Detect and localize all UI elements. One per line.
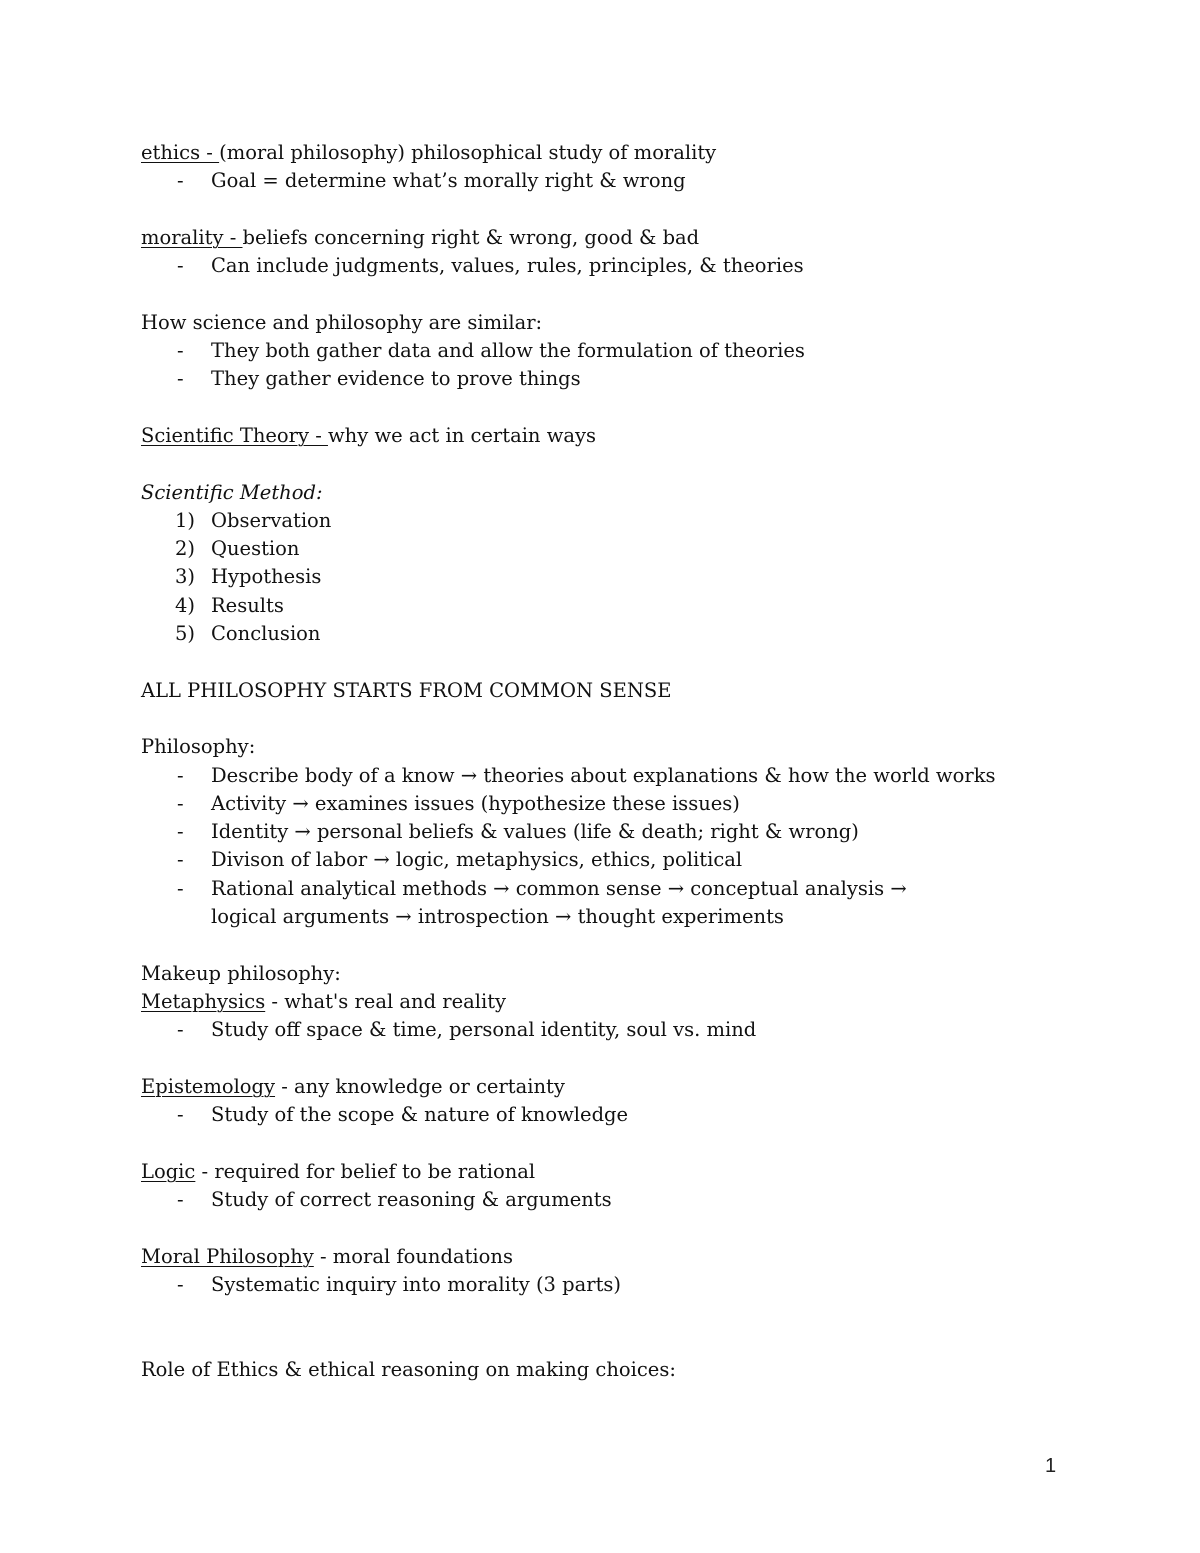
bullet-dash: - — [177, 367, 184, 391]
philosophy-heading: Philosophy: — [141, 735, 256, 759]
item-number: 2) — [175, 537, 196, 561]
epistemology-term: Epistemology — [141, 1074, 276, 1098]
item-text: Hypothesis — [211, 565, 322, 589]
list-item-text: Identity → personal beliefs & values (life & death; right & wrong) — [211, 820, 859, 844]
bullet-dash: - — [177, 791, 184, 815]
list-item — [141, 790, 1041, 818]
bullet-dash: - — [177, 169, 184, 193]
bullet-dash: - — [177, 876, 184, 900]
bullet-dash: - — [177, 1187, 184, 1211]
logic-definition — [141, 1158, 1041, 1186]
list-item-text: Study of correct reasoning & arguments — [211, 1187, 612, 1211]
morality-definition — [141, 224, 1041, 252]
scientific-theory-definition — [141, 422, 1041, 450]
list-item-text: Rational analytical methods → common sense → conceptual analysis → logical arguments → introspection → thought experiments — [211, 876, 907, 929]
bullet-dash: - — [177, 820, 184, 844]
item-number: 3) — [175, 565, 196, 589]
numbered-item — [141, 592, 1041, 620]
document-body — [141, 139, 1041, 1384]
numbered-item — [141, 535, 1041, 563]
list-item — [141, 846, 1041, 874]
bullet-dash: - — [177, 254, 184, 278]
bullet-dash: - — [177, 1272, 184, 1296]
list-item — [141, 875, 1041, 932]
list-item-text: Study of the scope & nature of knowledge — [211, 1103, 629, 1127]
bullet-dash: - — [177, 1018, 184, 1042]
ethics-term: ethics - — [141, 141, 220, 164]
moral-philosophy-term: Moral Philosophy — [141, 1244, 314, 1268]
bullet-dash: - — [177, 763, 184, 787]
list-item-text: Can include judgments, values, rules, principles, & theories — [211, 254, 804, 278]
item-text: Observation — [211, 508, 332, 532]
list-item-text: Divison of labor → logic, metaphysics, ethics, political — [211, 848, 743, 872]
list-item-text: They gather evidence to prove things — [211, 367, 581, 391]
morality-definition-text: beliefs concerning right & wrong, good & bad — [242, 225, 700, 249]
numbered-item — [141, 620, 1041, 648]
numbered-item — [141, 563, 1041, 591]
similar-heading: How science and philosophy are similar: — [141, 310, 543, 334]
epistemology-definition — [141, 1073, 1041, 1101]
list-item-text: Systematic inquiry into morality (3 parts) — [211, 1272, 622, 1296]
list-item — [141, 365, 1041, 393]
scientific-theory-text: why we act in certain ways — [327, 423, 597, 447]
item-number: 4) — [175, 593, 196, 617]
bullet-dash: - — [177, 1103, 184, 1127]
page-number: 1 — [1045, 1455, 1057, 1477]
bullet-dash: - — [177, 339, 184, 363]
epistemology-text: - any knowledge or certainty — [275, 1074, 565, 1098]
list-item — [141, 1186, 1041, 1214]
list-item — [141, 337, 1041, 365]
item-text: Conclusion — [211, 622, 321, 646]
list-item — [141, 167, 1041, 195]
item-text: Question — [211, 537, 300, 561]
bullet-dash: - — [177, 848, 184, 872]
list-item — [141, 1101, 1041, 1129]
list-item-text: They both gather data and allow the formulation of theories — [211, 339, 805, 363]
role-heading: Role of Ethics & ethical reasoning on making choices: — [141, 1357, 676, 1381]
item-number: 1) — [175, 508, 196, 532]
numbered-item — [141, 507, 1041, 535]
scientific-theory-term: Scientific Theory - — [141, 423, 328, 447]
metaphysics-term: Metaphysics — [141, 989, 266, 1013]
morality-term: morality - — [141, 225, 243, 249]
common-sense-heading: ALL PHILOSOPHY STARTS FROM COMMON SENSE — [141, 678, 672, 702]
list-item — [141, 818, 1041, 846]
metaphysics-definition — [141, 988, 1041, 1016]
item-number: 5) — [175, 622, 196, 646]
moral-philosophy-text: - moral foundations — [313, 1244, 513, 1268]
list-item — [141, 762, 1041, 790]
item-text: Results — [211, 593, 284, 617]
makeup-heading: Makeup philosophy: — [141, 961, 341, 985]
metaphysics-text: - what's real and reality — [265, 989, 507, 1013]
scientific-method-heading: Scientific Method: — [141, 480, 323, 504]
ethics-definition — [141, 139, 1041, 167]
logic-text: - required for belief to be rational — [195, 1159, 536, 1183]
list-item-text: Describe body of a know → theories about explanations & how the world works — [211, 763, 996, 787]
list-item-text: Study off space & time, personal identity, soul vs. mind — [211, 1018, 757, 1042]
list-item-text: Goal = determine what’s morally right & wrong — [211, 169, 686, 193]
list-item — [141, 252, 1041, 280]
list-item-text: Activity → examines issues (hypothesize these issues) — [211, 791, 740, 815]
list-item — [141, 1271, 1041, 1299]
ethics-definition-text: (moral philosophy) philosophical study of morality — [219, 141, 717, 164]
list-item — [141, 1016, 1041, 1044]
logic-term: Logic — [141, 1159, 196, 1183]
moral-philosophy-definition — [141, 1243, 1041, 1271]
